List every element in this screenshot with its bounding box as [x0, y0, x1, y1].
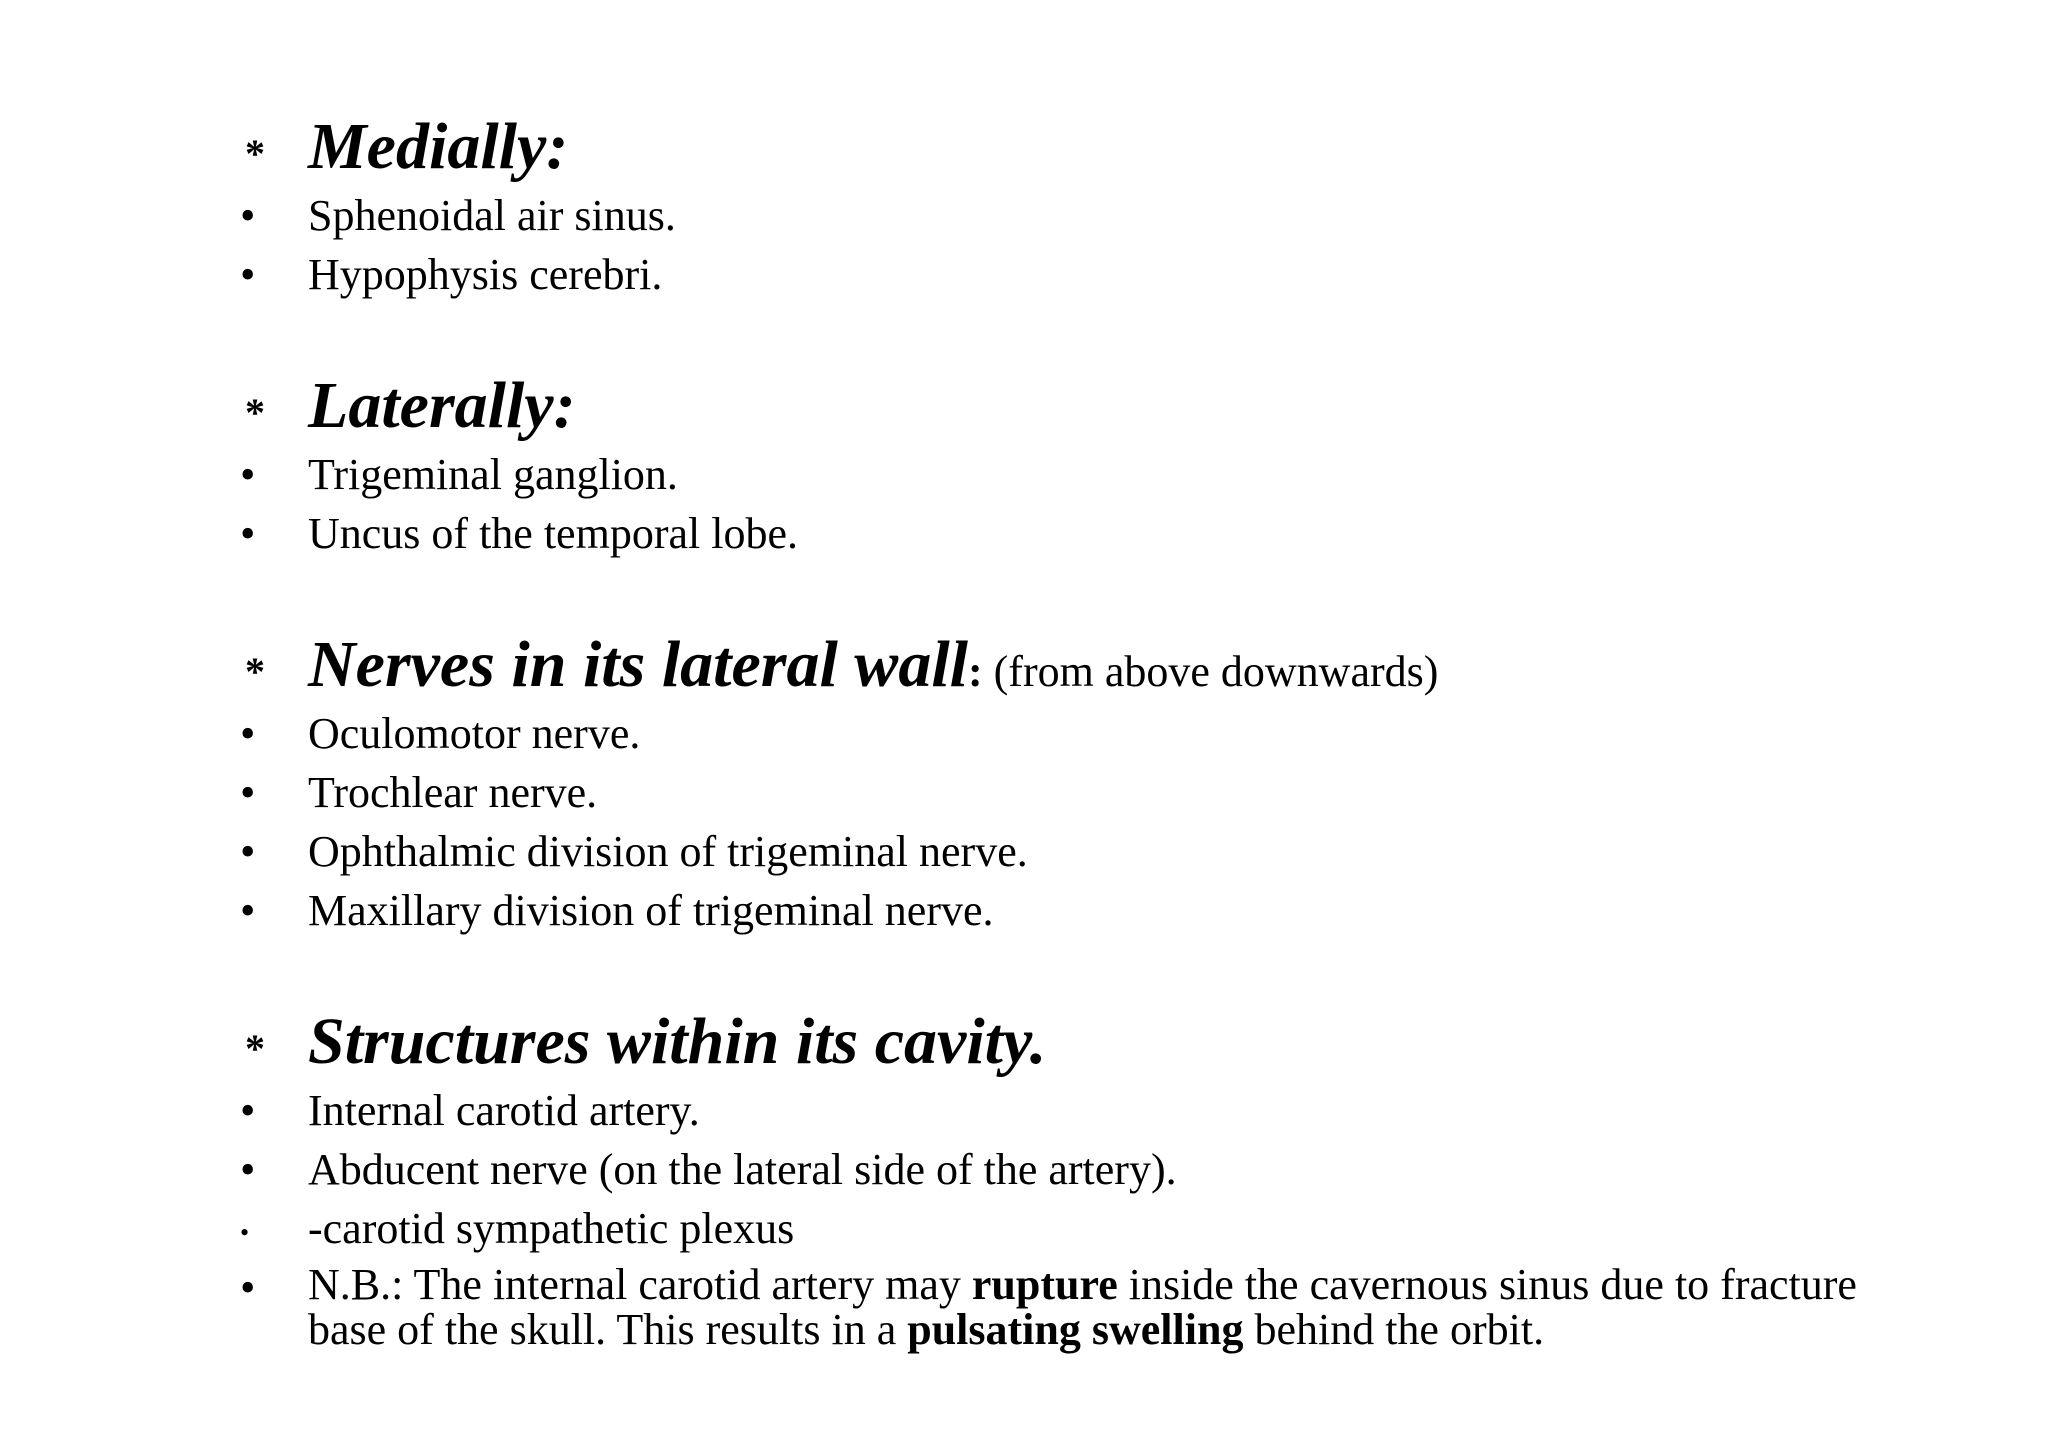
list-item	[0, 1140, 2048, 1199]
asterisk-marker: *	[245, 1026, 265, 1071]
section-heading-row	[0, 108, 2048, 186]
note-emphasis-pulsating-swelling: pulsating swelling	[907, 1305, 1244, 1354]
section-heading	[308, 626, 1438, 711]
bullet-list	[0, 1081, 2048, 1358]
bullet-icon: •	[240, 1145, 256, 1194]
asterisk-marker: *	[245, 131, 265, 176]
note-text	[308, 1262, 1928, 1352]
bullet-icon: •	[240, 1218, 250, 1247]
list-item	[0, 881, 2048, 940]
bullet-list	[0, 186, 2048, 304]
list-item	[0, 1199, 2048, 1258]
list-item-text: Sphenoidal air sinus.	[308, 191, 676, 240]
note-part-3: behind the orbit.	[1243, 1305, 1545, 1354]
bullet-icon: •	[240, 250, 256, 299]
bullet-icon: •	[240, 886, 256, 935]
section-heading-row	[0, 367, 2048, 445]
section-nerves-lateral-wall	[0, 626, 2048, 940]
bullet-icon: •	[240, 1086, 256, 1135]
list-item-text: Abducent nerve (on the lateral side of the artery).	[308, 1145, 1177, 1194]
bullet-icon: •	[240, 768, 256, 817]
list-item	[0, 704, 2048, 763]
list-item	[0, 245, 2048, 304]
list-item-text: Uncus of the temporal lobe.	[308, 509, 798, 558]
list-item	[0, 763, 2048, 822]
section-structures-within-cavity	[0, 1003, 2048, 1358]
note-emphasis-rupture: rupture	[971, 1260, 1118, 1309]
list-item-text: Oculomotor nerve.	[308, 709, 641, 758]
heading-colon: :	[968, 647, 983, 696]
section-laterally	[0, 367, 2048, 563]
list-item	[0, 822, 2048, 881]
list-item-text: -carotid sympathetic plexus	[308, 1204, 795, 1253]
heading-suffix: (from above downwards)	[982, 647, 1439, 696]
section-heading-row	[0, 626, 2048, 704]
section-heading: Medially:	[308, 110, 569, 183]
note-item	[0, 1258, 2048, 1358]
list-item-text: Hypophysis cerebri.	[308, 250, 663, 299]
section-heading: Laterally:	[308, 369, 576, 442]
note-part-1: N.B.: The internal carotid artery may	[308, 1260, 972, 1309]
list-item-text: Trigeminal ganglion.	[308, 450, 678, 499]
bullet-icon: •	[240, 827, 256, 876]
section-heading-row	[0, 1003, 2048, 1081]
list-item	[0, 445, 2048, 504]
section-heading: Structures within its cavity.	[308, 1005, 1047, 1078]
list-item	[0, 504, 2048, 563]
list-item	[0, 186, 2048, 245]
asterisk-marker: *	[245, 390, 265, 435]
list-item-text: Trochlear nerve.	[308, 768, 598, 817]
section-medially	[0, 108, 2048, 304]
section-heading-text: Nerves in its lateral wall	[308, 628, 968, 701]
list-item-text: Ophthalmic division of trigeminal nerve.	[308, 827, 1028, 876]
bullet-icon: •	[240, 191, 256, 240]
asterisk-marker: *	[245, 649, 265, 694]
bullet-list	[0, 704, 2048, 940]
bullet-list	[0, 445, 2048, 563]
bullet-icon: •	[240, 709, 256, 758]
bullet-icon: •	[240, 509, 256, 558]
bullet-icon: •	[240, 1263, 256, 1312]
note-part-2: inside the cavernous sinus due to fracture base of the skull. This results in a	[308, 1260, 1857, 1354]
list-item-text: Maxillary division of trigeminal nerve.	[308, 886, 994, 935]
list-item-text: Internal carotid artery.	[308, 1086, 700, 1135]
bullet-icon: •	[240, 450, 256, 499]
list-item	[0, 1081, 2048, 1140]
